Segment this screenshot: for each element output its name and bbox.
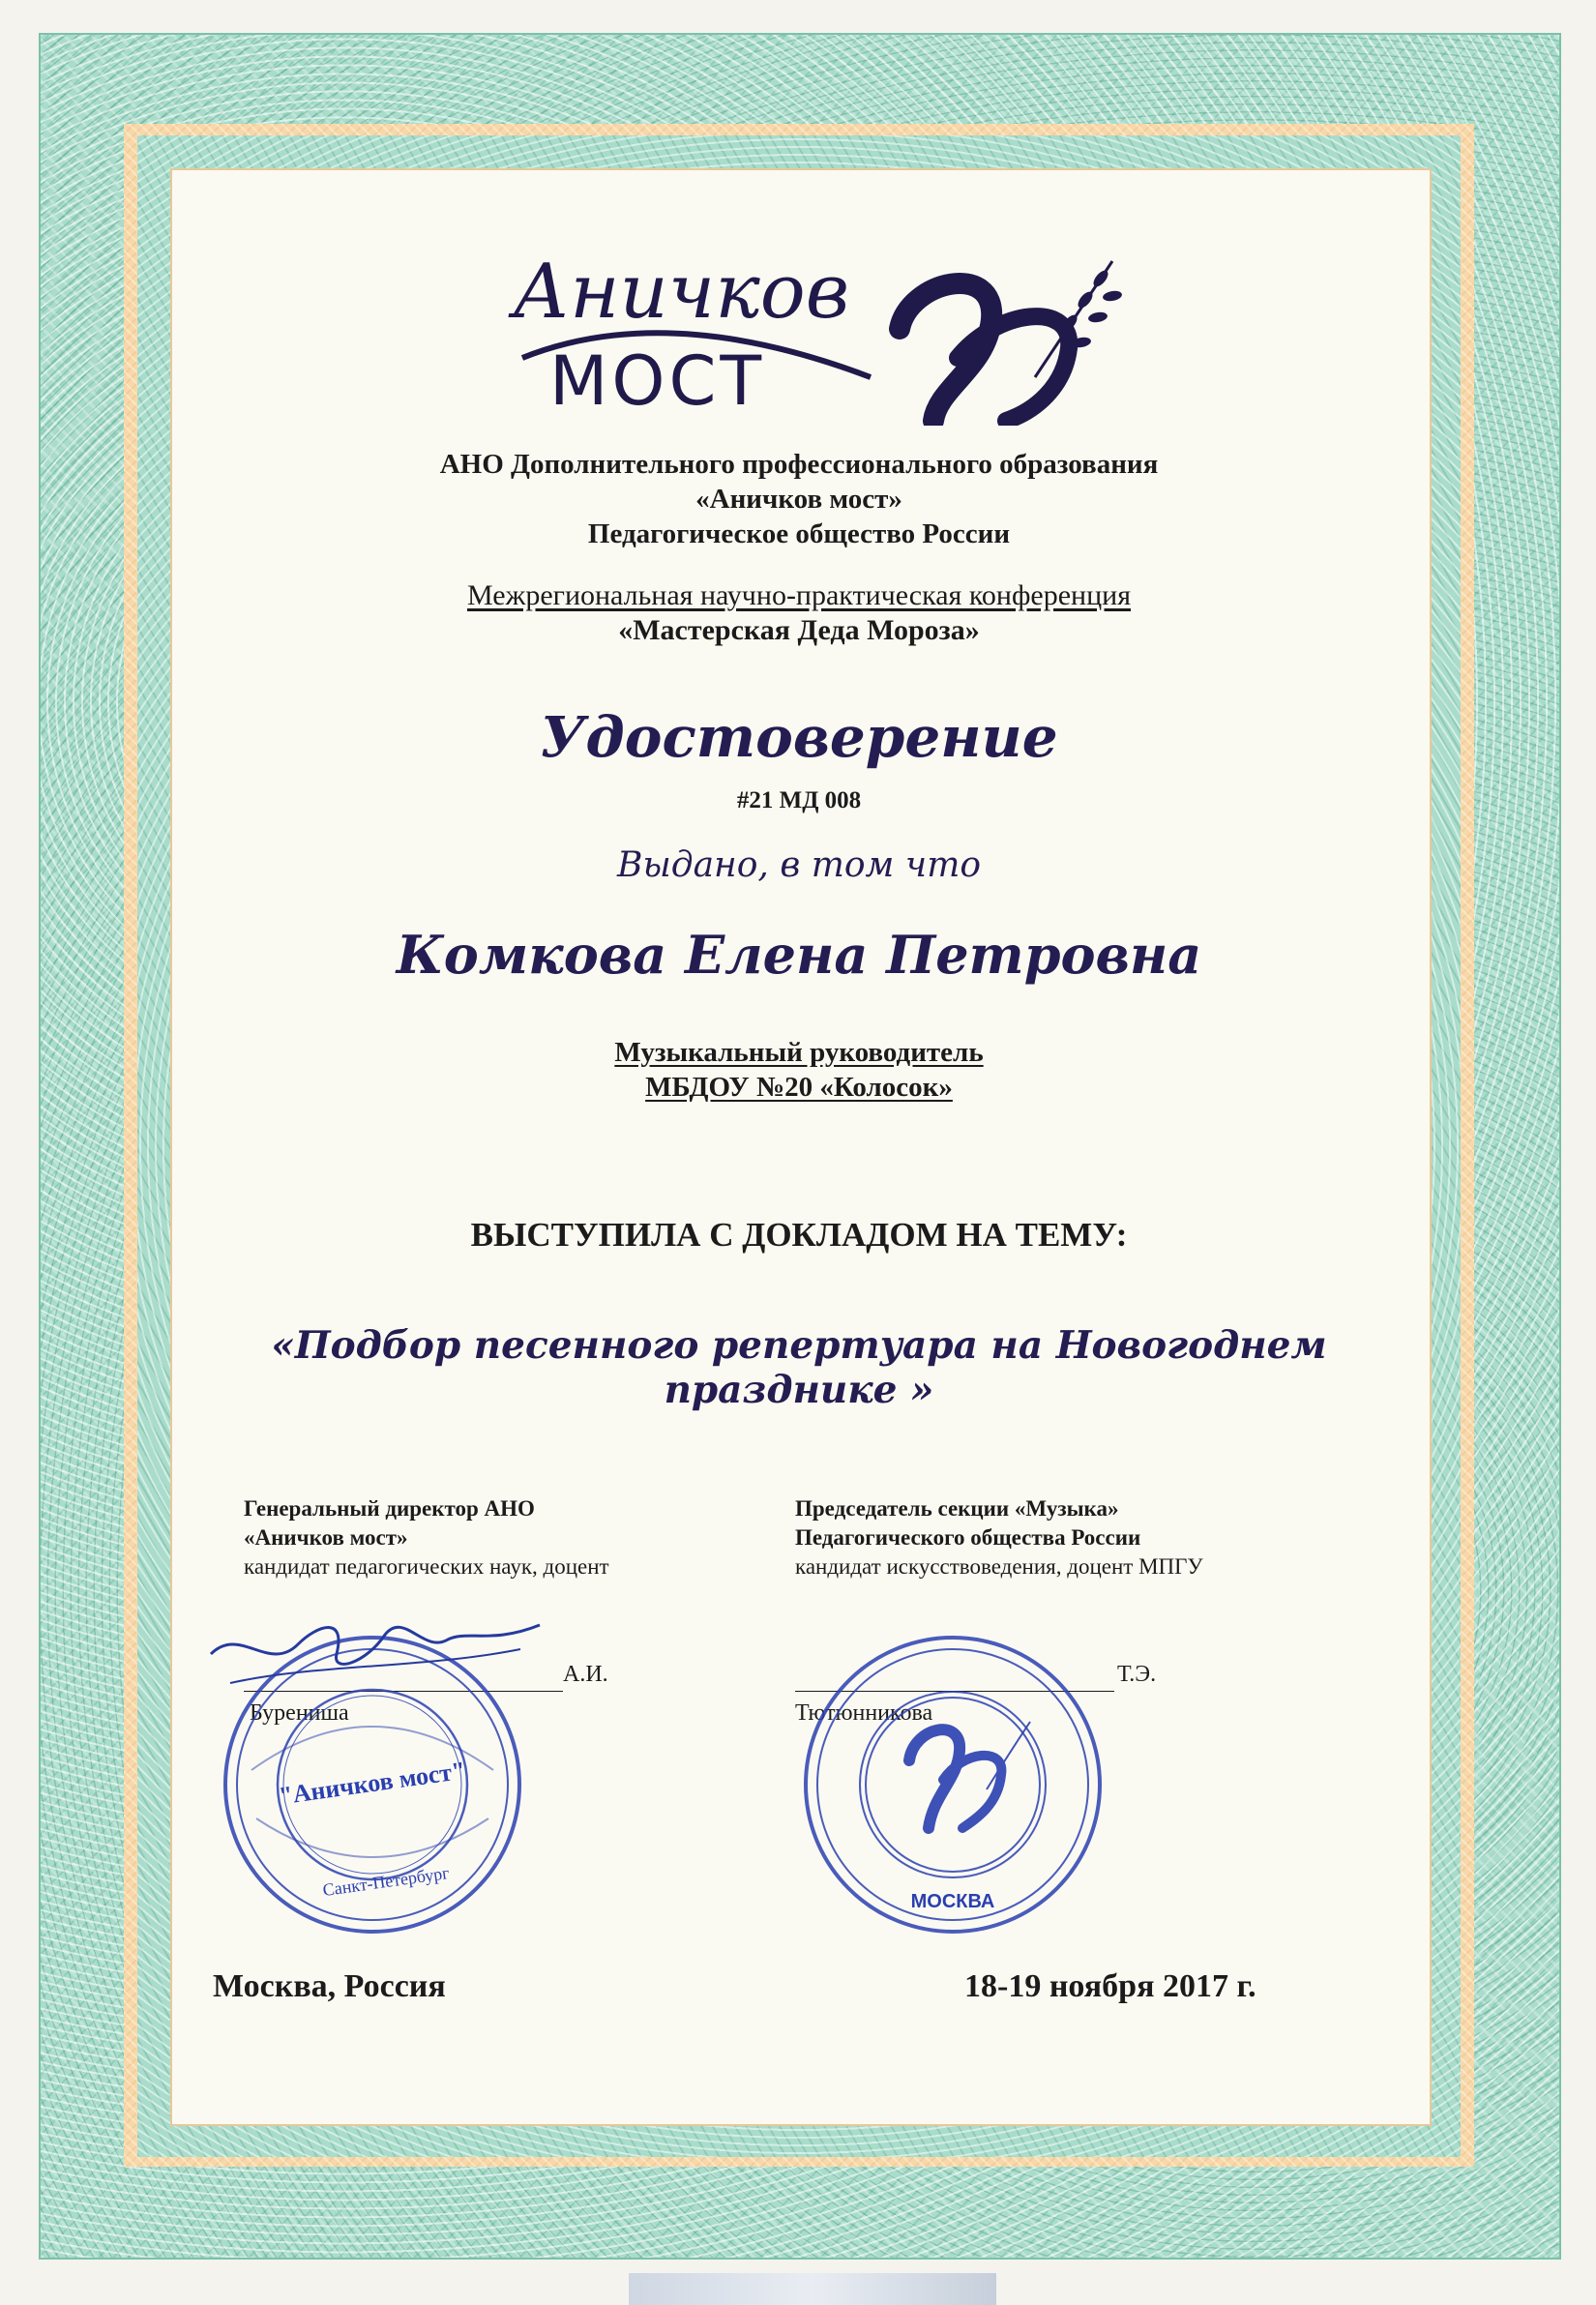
stamp-left-center-text: "Аничков мост" xyxy=(277,1756,468,1811)
signatory-right-surname: Тютюнникова xyxy=(795,1700,933,1726)
recipient-institution: МБДОУ №20 «Колосок» xyxy=(645,1072,953,1103)
signature-left xyxy=(201,1596,549,1712)
signatory-left-line2: «Аничков мост» xyxy=(244,1525,408,1550)
signatory-right-line2: Педагогического общества России xyxy=(795,1525,1141,1550)
topic-heading: ВЫСТУПИЛА С ДОКЛАДОМ НА ТЕМУ: xyxy=(470,1216,1128,1254)
org-line-3: Педагогическое общество России xyxy=(587,518,1011,549)
stamp-right-emblem-icon xyxy=(909,1722,1030,1828)
signatory-right-line3: кандидат искусствоведения, доцент МПГУ xyxy=(795,1554,1203,1579)
footer-date: 18-19 ноября 2017 г. xyxy=(964,1968,1256,2004)
org-line-1: АНО Дополнительного профессионального образования xyxy=(439,449,1159,480)
org-line-2: «Аничков мост» xyxy=(695,484,902,515)
signatory-right-initials: Т.Э. xyxy=(1117,1662,1157,1687)
signatory-left-initials: А.И. xyxy=(563,1662,608,1687)
signatory-left xyxy=(244,1494,609,1581)
signatory-left-surname: Бурениша xyxy=(250,1700,349,1726)
issued-text: Выдано, в том что xyxy=(616,845,982,885)
stamp-right-city: МОСКВА xyxy=(910,1891,995,1912)
conference-block xyxy=(170,578,1428,648)
signatory-left-line3: кандидат педагогических наук, доцент xyxy=(244,1554,609,1579)
report-topic: «Подбор песенного репертуара на Новогоднем празднике » xyxy=(271,1323,1327,1412)
logo-text-line2: МОСТ xyxy=(549,341,766,421)
recipient-position-block xyxy=(170,1035,1428,1105)
pedagogical-society-emblem xyxy=(900,261,1123,421)
conference-name: «Мастерская Деда Мороза» xyxy=(618,614,980,646)
signatory-right xyxy=(795,1494,1203,1581)
conference-type: Межрегиональная научно-практическая конференция xyxy=(467,579,1131,611)
signatory-right-line1: Председатель секции «Музыка» xyxy=(795,1496,1119,1521)
footer-place: Москва, Россия xyxy=(213,1968,446,2004)
signatory-left-line1: Генеральный директор АНО xyxy=(244,1496,535,1521)
certificate-title: Удостоверение xyxy=(540,704,1058,770)
stamp-left-city: Санкт-Петербург xyxy=(321,1862,451,1901)
recipient-name: Комкова Елена Петровна xyxy=(396,924,1202,986)
recipient-position: Музыкальный руководитель xyxy=(614,1037,984,1068)
scan-edge-strip xyxy=(629,2273,996,2305)
stamp-right xyxy=(793,1625,1112,1944)
certificate-number: #21 МД 008 xyxy=(736,787,862,813)
anichkov-most-logo xyxy=(493,242,1132,426)
logo-text-line1: Аничков xyxy=(513,249,850,336)
organization-header xyxy=(170,447,1428,551)
